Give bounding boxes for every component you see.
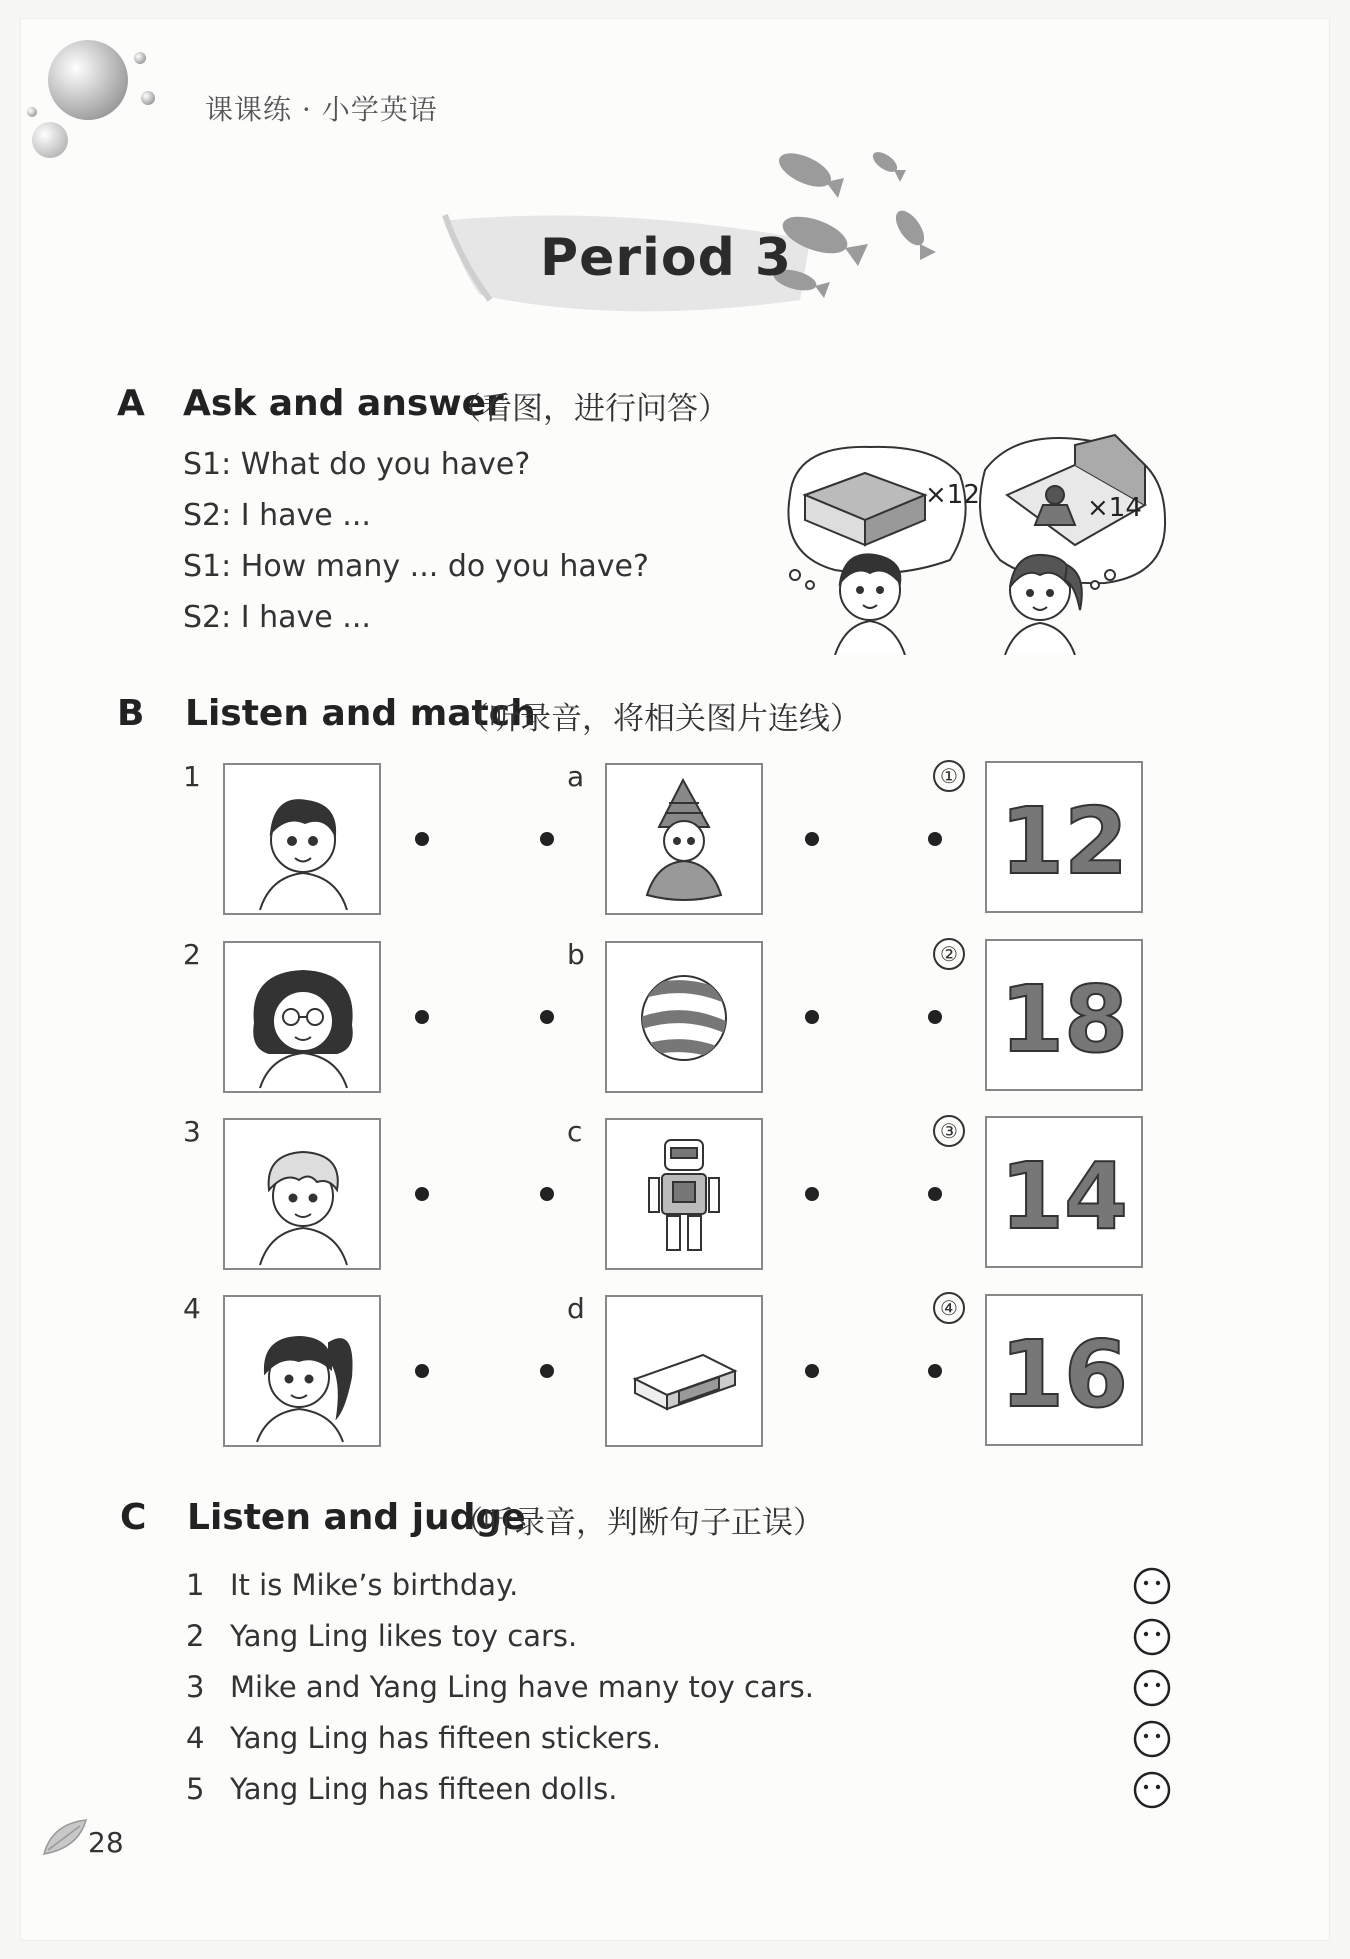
ponytail-girl-icon <box>225 1297 379 1445</box>
match-dot[interactable] <box>805 1364 819 1378</box>
series-title: 课课练 · 小学英语 <box>205 93 438 126</box>
match-dot[interactable] <box>540 1010 554 1024</box>
toy-label: b <box>567 938 585 971</box>
match-dot[interactable] <box>415 1187 429 1201</box>
person-label: 4 <box>183 1292 201 1325</box>
doll-icon <box>607 765 761 913</box>
number-picture-2 <box>985 939 1143 1091</box>
toy-picture-a <box>605 763 763 915</box>
section-b-letter: B <box>117 693 145 734</box>
match-dot[interactable] <box>540 1187 554 1201</box>
judge-sentence: Yang Ling likes toy cars. <box>230 1619 578 1653</box>
smiley-face-icon[interactable] <box>1133 1771 1171 1809</box>
match-dot[interactable] <box>928 1187 942 1201</box>
section-a-subtitle: （看图，进行问答） <box>450 391 729 427</box>
toy-picture-b <box>605 941 763 1093</box>
match-dot[interactable] <box>805 832 819 846</box>
section-a-title: Ask and answer <box>183 383 504 424</box>
boy-icon <box>225 765 379 913</box>
judge-sentence: It is Mike’s birthday. <box>230 1568 519 1602</box>
doll-count-label: ×14 <box>1087 493 1142 523</box>
section-a-picture <box>775 425 1170 655</box>
judge-number: 5 <box>186 1772 205 1806</box>
number-label: ② <box>933 938 965 970</box>
number-18-graphic <box>987 941 1141 1089</box>
toy-label: a <box>567 760 585 793</box>
smiley-face-icon[interactable] <box>1133 1618 1171 1656</box>
ball-icon <box>607 943 761 1091</box>
judge-number: 4 <box>186 1721 205 1755</box>
toy-picture-d <box>605 1295 763 1447</box>
dialogue-line: S2: I have ... <box>183 600 371 635</box>
dialogue-line: S1: How many ... do you have? <box>183 549 649 584</box>
number-picture-3 <box>985 1116 1143 1268</box>
number-value: 16 <box>999 1321 1129 1428</box>
judge-number: 1 <box>186 1568 205 1602</box>
dialogue-line: S1: What do you have? <box>183 447 531 482</box>
match-dot[interactable] <box>540 1364 554 1378</box>
match-dot[interactable] <box>805 1187 819 1201</box>
match-dot[interactable] <box>540 832 554 846</box>
toy-label: c <box>567 1115 583 1148</box>
judge-sentence: Mike and Yang Ling have many toy cars. <box>230 1670 815 1704</box>
section-c-letter: C <box>120 1497 147 1538</box>
thought-bubbles-illustration <box>775 425 1170 655</box>
number-12-graphic <box>987 763 1141 911</box>
page-title: Period 3 <box>540 228 793 288</box>
section-b-subtitle: （听录音，将相关图片连线） <box>458 701 861 737</box>
judge-number: 2 <box>186 1619 205 1653</box>
bubbles-decoration <box>20 30 180 170</box>
glasses-girl-icon <box>225 943 379 1091</box>
smiley-face-icon[interactable] <box>1133 1720 1171 1758</box>
number-label: ① <box>933 760 965 792</box>
judge-number: 3 <box>186 1670 205 1704</box>
smiley-face-icon[interactable] <box>1133 1669 1171 1707</box>
person-picture-2 <box>223 941 381 1093</box>
match-dot[interactable] <box>928 1364 942 1378</box>
number-value: 12 <box>999 788 1129 895</box>
judge-sentence: Yang Ling has fifteen stickers. <box>230 1721 662 1755</box>
person-label: 1 <box>183 760 201 793</box>
section-c-title: Listen and judge <box>187 1497 526 1538</box>
sticker-count-label: ×12 <box>925 480 980 510</box>
number-14-graphic <box>987 1118 1141 1266</box>
person-picture-3 <box>223 1118 381 1270</box>
match-dot[interactable] <box>415 832 429 846</box>
number-value: 14 <box>999 1143 1129 1250</box>
match-dot[interactable] <box>805 1010 819 1024</box>
robot-icon <box>607 1120 761 1268</box>
eraser-icon <box>607 1297 761 1445</box>
number-picture-4 <box>985 1294 1143 1446</box>
section-b-title: Listen and match <box>185 693 536 734</box>
match-dot[interactable] <box>928 832 942 846</box>
curly-boy-icon <box>225 1120 379 1268</box>
match-dot[interactable] <box>415 1364 429 1378</box>
toy-label: d <box>567 1292 585 1325</box>
number-16-graphic <box>987 1296 1141 1444</box>
number-picture-1 <box>985 761 1143 913</box>
section-c-subtitle: （听录音，判断句子正误） <box>452 1505 824 1541</box>
match-dot[interactable] <box>928 1010 942 1024</box>
person-picture-4 <box>223 1295 381 1447</box>
dialogue-line: S2: I have ... <box>183 498 371 533</box>
match-dot[interactable] <box>415 1010 429 1024</box>
person-label: 2 <box>183 938 201 971</box>
person-picture-1 <box>223 763 381 915</box>
toy-picture-c <box>605 1118 763 1270</box>
leaf-icon <box>42 1818 88 1858</box>
judge-sentence: Yang Ling has fifteen dolls. <box>230 1772 618 1806</box>
section-a-letter: A <box>117 383 145 424</box>
smiley-face-icon[interactable] <box>1133 1567 1171 1605</box>
number-label: ④ <box>933 1292 965 1324</box>
person-label: 3 <box>183 1115 201 1148</box>
period-banner <box>440 140 960 340</box>
number-label: ③ <box>933 1115 965 1147</box>
number-value: 18 <box>999 966 1129 1073</box>
page-number: 28 <box>88 1826 124 1859</box>
